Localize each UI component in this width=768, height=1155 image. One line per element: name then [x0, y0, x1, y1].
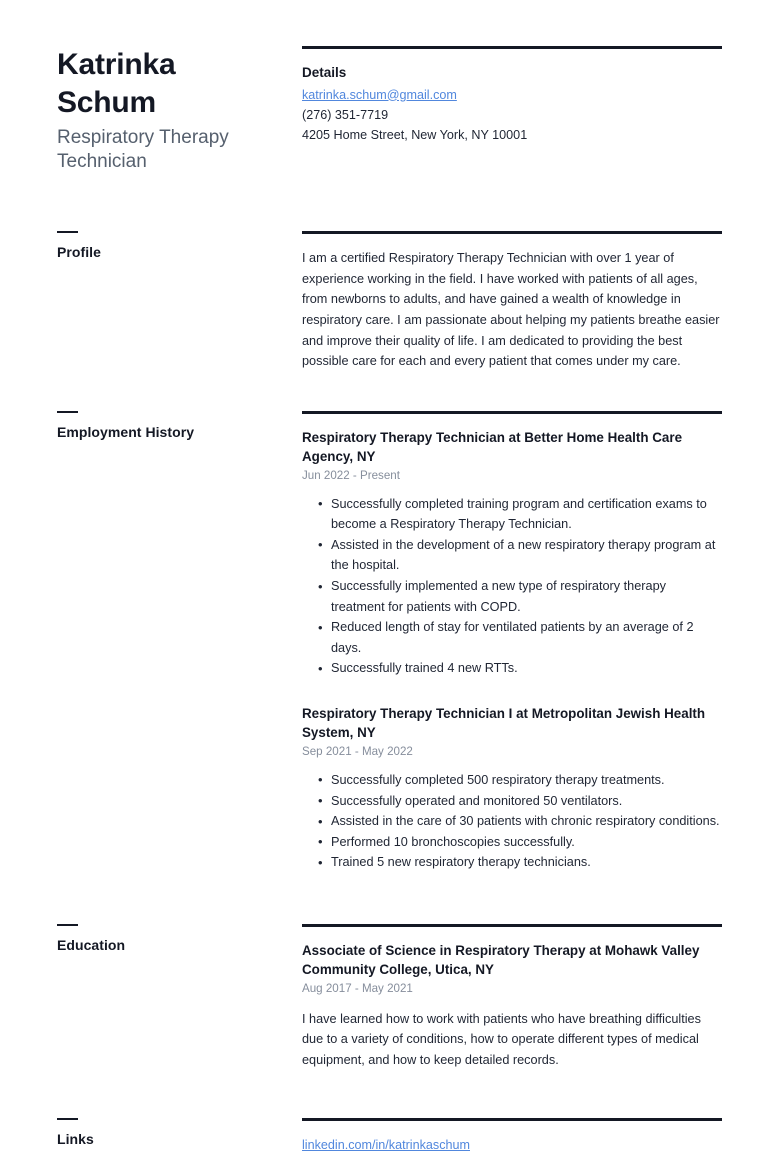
header-section [0, 0, 768, 174]
phone-text: (276) 351-7719 [302, 107, 389, 122]
details-section [302, 46, 722, 146]
section-rule [302, 411, 722, 414]
label-dash [57, 924, 78, 926]
list-item: • Performed 10 bronchoscopies successfully. [318, 832, 722, 853]
address-text: 4205 Home Street, New York, NY 10001 [302, 128, 528, 143]
employment-entry-bullets [302, 494, 722, 679]
list-item: • Successfully completed 500 respiratory therapy treatments. [318, 770, 722, 791]
section-rule [302, 924, 722, 927]
details-heading: Details [302, 65, 347, 80]
section-label-links: Links [57, 1130, 94, 1147]
list-item: • Successfully operated and monitored 50 ventilators. [318, 791, 722, 812]
profile-content [302, 231, 722, 371]
details-email-row [302, 85, 722, 105]
list-item: • Assisted in the care of 30 patients with chronic respiratory conditions. [318, 811, 722, 832]
section-rule [302, 1118, 722, 1121]
education-label-block [57, 924, 302, 954]
employment-entry-date: Jun 2022 - Present [302, 468, 400, 482]
employment-entry [302, 428, 722, 679]
list-item: • Successfully completed training program and certification exams to become a Respiratory Therapy Technician. [318, 494, 722, 535]
education-section [0, 924, 768, 1071]
email-link[interactable]: katrinka.schum@gmail.com [302, 87, 457, 102]
section-label-education: Education [57, 936, 126, 953]
employment-label-block [57, 411, 302, 441]
list-item: • Successfully implemented a new type of respiratory therapy treatment for patients with COPD. [318, 576, 722, 617]
section-label-employment: Employment History [57, 423, 195, 440]
label-dash [57, 231, 78, 233]
employment-entry [302, 704, 722, 873]
education-entry [302, 941, 722, 1071]
employment-entry-bullets [302, 770, 722, 873]
list-item: • Assisted in the development of a new respiratory therapy program at the hospital. [318, 535, 722, 576]
education-entry-description: I have learned how to work with patients who have breathing difficulties due to a variety of conditions, how to operate different types of medical equipment, and how to keep detailed records. [302, 1011, 701, 1068]
name-block [57, 46, 302, 174]
employment-content [302, 411, 722, 873]
links-section [0, 1118, 768, 1155]
employment-section [0, 411, 768, 873]
section-label-profile: Profile [57, 244, 101, 261]
list-item: • Trained 5 new respiratory therapy technicians. [318, 852, 722, 873]
profile-section [0, 231, 768, 371]
section-rule [302, 231, 722, 234]
links-label-block [57, 1118, 302, 1148]
section-rule [302, 46, 722, 49]
employment-entry-title: Respiratory Therapy Technician at Better Home Health Care Agency, NY [302, 429, 683, 464]
job-title: Respiratory Therapy Technician [57, 126, 229, 172]
education-entry-title: Associate of Science in Respiratory Therapy at Mohawk Valley Community College, Utica, NY [302, 942, 700, 977]
employment-entry-title: Respiratory Therapy Technician I at Metropolitan Jewish Health System, NY [302, 705, 706, 740]
employment-entry-date: Sep 2021 - May 2022 [302, 744, 413, 758]
first-name: Katrinka [57, 48, 176, 81]
page-title [57, 46, 227, 122]
last-name: Schum [57, 85, 157, 119]
education-content [302, 924, 722, 1071]
label-dash [57, 1118, 78, 1120]
links-content [302, 1118, 722, 1155]
list-item: • Successfully trained 4 new RTTs. [318, 658, 722, 679]
profile-label-block [57, 231, 302, 261]
label-dash [57, 411, 78, 413]
linkedin-link[interactable]: linkedin.com/in/katrinkaschum [302, 1137, 470, 1152]
links-list [302, 1135, 722, 1155]
education-entry-date: Aug 2017 - May 2021 [302, 981, 413, 995]
profile-text: I am a certified Respiratory Therapy Technician with over 1 year of experience working in the field. I have worked with patients of all ages, from newborns to adults, and have gained a wealth of knowledge in respiratory care. I am passionate about helping my patients breathe easier and improve their quality of life. I am dedicated to providing the best possible care for each and every patient that comes under my care. [302, 251, 720, 369]
list-item: • Reduced length of stay for ventilated patients by an average of 2 days. [318, 617, 722, 658]
